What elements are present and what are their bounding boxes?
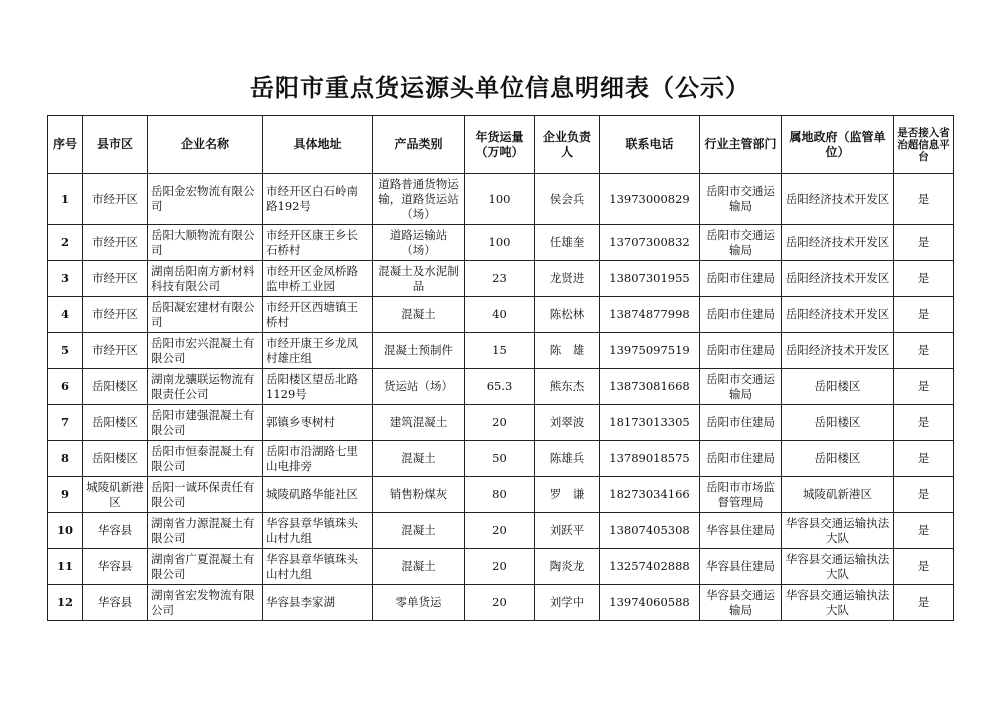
cell-volume: 80	[465, 477, 535, 513]
cell-company: 岳阳金宏物流有限公司	[148, 174, 263, 225]
cell-phone: 13975097519	[600, 333, 700, 369]
cell-volume: 20	[465, 513, 535, 549]
freight-source-table	[47, 115, 954, 621]
cell-address: 华容县章华镇珠头山村九组	[263, 513, 373, 549]
cell-category: 混凝土	[373, 441, 465, 477]
cell-company: 岳阳一诚环保责任有限公司	[148, 477, 263, 513]
cell-dept: 岳阳市住建局	[700, 441, 782, 477]
cell-volume: 65.3	[465, 369, 535, 405]
cell-person: 侯会兵	[535, 174, 600, 225]
cell-phone: 13873081668	[600, 369, 700, 405]
table-row	[48, 549, 954, 585]
cell-phone: 13807405308	[600, 513, 700, 549]
cell-platform: 是	[894, 333, 954, 369]
cell-category: 建筑混凝土	[373, 405, 465, 441]
cell-person: 陈雄兵	[535, 441, 600, 477]
cell-platform: 是	[894, 513, 954, 549]
header-category: 产品类别	[373, 116, 465, 174]
cell-county: 华容县	[83, 585, 148, 621]
cell-company: 岳阳市宏兴混凝土有限公司	[148, 333, 263, 369]
cell-platform: 是	[894, 549, 954, 585]
cell-address: 市经开区西塘镇王桥村	[263, 297, 373, 333]
table-row	[48, 174, 954, 225]
table-header-row	[48, 116, 954, 174]
cell-category: 道路运输站（场）	[373, 225, 465, 261]
cell-address: 市经开康王乡龙凤村雄庄组	[263, 333, 373, 369]
cell-gov: 岳阳楼区	[782, 369, 894, 405]
cell-phone: 13974060588	[600, 585, 700, 621]
cell-county: 华容县	[83, 549, 148, 585]
cell-index: 12	[48, 585, 83, 621]
cell-gov: 岳阳经济技术开发区	[782, 225, 894, 261]
table-row	[48, 477, 954, 513]
cell-category: 混凝土	[373, 297, 465, 333]
cell-phone: 18173013305	[600, 405, 700, 441]
table-row	[48, 585, 954, 621]
cell-company: 岳阳大顺物流有限公司	[148, 225, 263, 261]
cell-person: 刘跃平	[535, 513, 600, 549]
cell-dept: 岳阳市交通运输局	[700, 369, 782, 405]
cell-county: 岳阳楼区	[83, 405, 148, 441]
table-row	[48, 405, 954, 441]
cell-county: 市经开区	[83, 174, 148, 225]
cell-phone: 13973000829	[600, 174, 700, 225]
cell-volume: 100	[465, 225, 535, 261]
cell-gov: 岳阳楼区	[782, 441, 894, 477]
document-title: 岳阳市重点货运源头单位信息明细表（公示）	[250, 74, 750, 102]
cell-platform: 是	[894, 441, 954, 477]
cell-category: 货运站（场）	[373, 369, 465, 405]
header-platform: 是否接入省治超信息平台	[894, 116, 954, 174]
cell-index: 9	[48, 477, 83, 513]
cell-index: 1	[48, 174, 83, 225]
cell-dept: 岳阳市交通运输局	[700, 225, 782, 261]
cell-phone: 13257402888	[600, 549, 700, 585]
header-gov: 属地政府（监管单位）	[782, 116, 894, 174]
cell-category: 道路普通货物运输，道路货运站（场）	[373, 174, 465, 225]
cell-person: 陈松林	[535, 297, 600, 333]
header-dept: 行业主管部门	[700, 116, 782, 174]
cell-gov: 岳阳经济技术开发区	[782, 261, 894, 297]
cell-person: 任雄奎	[535, 225, 600, 261]
cell-platform: 是	[894, 225, 954, 261]
cell-dept: 华容县交通运输局	[700, 585, 782, 621]
cell-gov: 华容县交通运输执法大队	[782, 549, 894, 585]
cell-platform: 是	[894, 297, 954, 333]
header-address: 具体地址	[263, 116, 373, 174]
cell-phone: 13807301955	[600, 261, 700, 297]
cell-gov: 华容县交通运输执法大队	[782, 513, 894, 549]
cell-gov: 华容县交通运输执法大队	[782, 585, 894, 621]
cell-index: 10	[48, 513, 83, 549]
cell-index: 7	[48, 405, 83, 441]
cell-company: 湖南省力源混凝土有限公司	[148, 513, 263, 549]
table-row	[48, 261, 954, 297]
cell-category: 混凝土及水泥制品	[373, 261, 465, 297]
cell-company: 岳阳市恒泰混凝土有限公司	[148, 441, 263, 477]
cell-volume: 23	[465, 261, 535, 297]
cell-platform: 是	[894, 585, 954, 621]
cell-person: 陈 雄	[535, 333, 600, 369]
cell-county: 市经开区	[83, 333, 148, 369]
header-volume: 年货运量（万吨）	[465, 116, 535, 174]
cell-phone: 18273034166	[600, 477, 700, 513]
cell-volume: 20	[465, 549, 535, 585]
cell-dept: 岳阳市住建局	[700, 297, 782, 333]
cell-platform: 是	[894, 174, 954, 225]
cell-county: 岳阳楼区	[83, 441, 148, 477]
cell-index: 3	[48, 261, 83, 297]
cell-address: 岳阳市沿湖路七里山电排旁	[263, 441, 373, 477]
cell-gov: 城陵矶新港区	[782, 477, 894, 513]
table-row	[48, 333, 954, 369]
cell-index: 6	[48, 369, 83, 405]
cell-person: 刘翠波	[535, 405, 600, 441]
cell-gov: 岳阳经济技术开发区	[782, 297, 894, 333]
cell-address: 郭镇乡枣树村	[263, 405, 373, 441]
cell-phone: 13874877998	[600, 297, 700, 333]
cell-county: 城陵矶新港区	[83, 477, 148, 513]
cell-category: 混凝土预制件	[373, 333, 465, 369]
cell-phone: 13789018575	[600, 441, 700, 477]
cell-person: 熊东杰	[535, 369, 600, 405]
cell-county: 岳阳楼区	[83, 369, 148, 405]
cell-company: 湖南岳阳南方新材料科技有限公司	[148, 261, 263, 297]
cell-category: 销售粉煤灰	[373, 477, 465, 513]
cell-gov: 岳阳经济技术开发区	[782, 174, 894, 225]
table-row	[48, 513, 954, 549]
cell-index: 11	[48, 549, 83, 585]
header-county: 县市区	[83, 116, 148, 174]
cell-address: 市经开区康王乡长石桥村	[263, 225, 373, 261]
cell-dept: 岳阳市住建局	[700, 405, 782, 441]
cell-company: 岳阳凝宏建材有限公司	[148, 297, 263, 333]
table-row	[48, 441, 954, 477]
cell-gov: 岳阳楼区	[782, 405, 894, 441]
header-index: 序号	[48, 116, 83, 174]
table-row	[48, 225, 954, 261]
cell-phone: 13707300832	[600, 225, 700, 261]
cell-dept: 华容县住建局	[700, 549, 782, 585]
cell-volume: 50	[465, 441, 535, 477]
cell-platform: 是	[894, 369, 954, 405]
cell-address: 城陵矶路华能社区	[263, 477, 373, 513]
cell-volume: 15	[465, 333, 535, 369]
cell-volume: 40	[465, 297, 535, 333]
cell-address: 华容县李家湖	[263, 585, 373, 621]
cell-volume: 100	[465, 174, 535, 225]
cell-dept: 华容县住建局	[700, 513, 782, 549]
header-phone: 联系电话	[600, 116, 700, 174]
cell-company: 岳阳市建强混凝土有限公司	[148, 405, 263, 441]
header-company: 企业名称	[148, 116, 263, 174]
cell-volume: 20	[465, 405, 535, 441]
cell-index: 8	[48, 441, 83, 477]
header-person: 企业负责人	[535, 116, 600, 174]
cell-platform: 是	[894, 405, 954, 441]
cell-index: 4	[48, 297, 83, 333]
cell-dept: 岳阳市市场监督管理局	[700, 477, 782, 513]
cell-address: 市经开区金凤桥路监申桥工业园	[263, 261, 373, 297]
cell-category: 混凝土	[373, 549, 465, 585]
cell-index: 5	[48, 333, 83, 369]
cell-person: 刘学中	[535, 585, 600, 621]
table-row	[48, 297, 954, 333]
cell-address: 岳阳楼区望岳北路1129号	[263, 369, 373, 405]
cell-platform: 是	[894, 477, 954, 513]
cell-category: 混凝土	[373, 513, 465, 549]
cell-county: 华容县	[83, 513, 148, 549]
cell-company: 湖南省广夏混凝土有限公司	[148, 549, 263, 585]
cell-platform: 是	[894, 261, 954, 297]
cell-company: 湖南龙骧联运物流有限责任公司	[148, 369, 263, 405]
cell-dept: 岳阳市住建局	[700, 333, 782, 369]
cell-company: 湖南省宏发物流有限公司	[148, 585, 263, 621]
cell-index: 2	[48, 225, 83, 261]
cell-address: 华容县章华镇珠头山村九组	[263, 549, 373, 585]
cell-volume: 20	[465, 585, 535, 621]
cell-dept: 岳阳市住建局	[700, 261, 782, 297]
cell-person: 陶炎龙	[535, 549, 600, 585]
cell-person: 龙贤进	[535, 261, 600, 297]
cell-county: 市经开区	[83, 297, 148, 333]
cell-address: 市经开区白石岭南路192号	[263, 174, 373, 225]
table-row	[48, 369, 954, 405]
cell-person: 罗 谦	[535, 477, 600, 513]
cell-gov: 岳阳经济技术开发区	[782, 333, 894, 369]
cell-county: 市经开区	[83, 261, 148, 297]
cell-county: 市经开区	[83, 225, 148, 261]
cell-dept: 岳阳市交通运输局	[700, 174, 782, 225]
cell-category: 零单货运	[373, 585, 465, 621]
